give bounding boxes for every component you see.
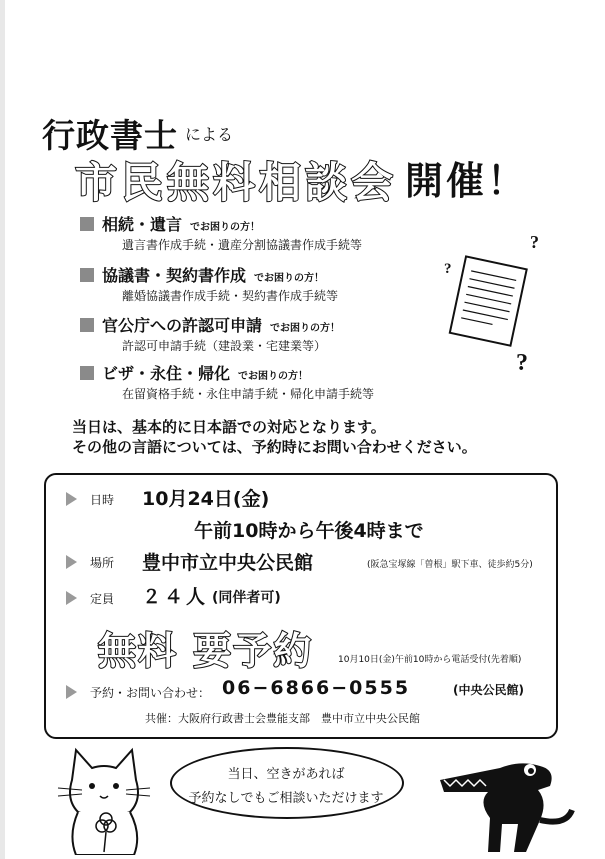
triangle-icon xyxy=(66,684,77,703)
place-label: 場所 xyxy=(90,556,115,570)
notice-line2: その他の言語については、予約時にお問い合わせください。 xyxy=(72,438,477,456)
list-item xyxy=(80,212,260,235)
reservation-note: 10月10日(金)午前10時から電話受付(先着順) xyxy=(338,655,522,665)
square-bullet-icon xyxy=(80,217,94,231)
speech-bubble xyxy=(170,747,404,819)
triangle-icon xyxy=(66,491,77,510)
phone-note: (中央公民館) xyxy=(453,683,524,697)
cat-illustration-icon xyxy=(52,740,157,855)
triangle-icon xyxy=(66,554,77,573)
square-bullet-icon xyxy=(80,318,94,332)
date-value: 10月24日(金) xyxy=(142,488,270,510)
item-detail: 離婚協議書作成手続・契約書作成手続等 xyxy=(122,289,339,303)
bubble-line2: 予約なしでもご相談いただけます xyxy=(188,791,384,806)
square-bullet-icon xyxy=(80,366,94,380)
phone-number: 06−6866−0555 xyxy=(222,677,411,699)
item-suffix: でお困りの方！ xyxy=(190,222,261,233)
title-prefix: 行政書士 xyxy=(42,116,178,155)
cohost-text: 共催：大阪府行政書士会豊能支部 豊中市立中央公民館 xyxy=(145,712,420,725)
place-value: 豊中市立中央公民館 xyxy=(142,552,314,574)
page-edge xyxy=(0,0,5,859)
capacity-label: 定員 xyxy=(90,592,115,606)
svg-text:?: ? xyxy=(444,261,452,277)
capacity-note: (同伴者可) xyxy=(212,590,281,606)
triangle-icon xyxy=(66,590,77,609)
list-item xyxy=(80,263,324,286)
title-suffix: による xyxy=(185,125,234,144)
svg-text:?: ? xyxy=(530,232,539,252)
list-item xyxy=(80,313,340,336)
free-reservation-text: 無料 要予約 xyxy=(98,629,314,673)
time-value: 午前10時から午後4時まで xyxy=(194,520,424,542)
item-suffix: でお困りの方！ xyxy=(270,323,341,334)
svg-text:?: ? xyxy=(516,350,528,376)
item-suffix: でお困りの方！ xyxy=(254,273,325,284)
list-item xyxy=(80,361,308,384)
item-title: 官公庁への許認可申請 xyxy=(102,316,263,335)
document-question-icon xyxy=(428,228,558,378)
item-title: ビザ・永住・帰化 xyxy=(102,364,231,383)
item-detail: 在留資格手続・永住申請手続・帰化申請手続等 xyxy=(122,387,375,401)
bubble-line1: 当日、空きがあれば xyxy=(227,767,345,782)
headline-end: 開催！ xyxy=(405,159,529,203)
notice-line1: 当日は、基本的に日本語での対応となります。 xyxy=(72,418,386,436)
item-suffix: でお困りの方！ xyxy=(238,371,309,382)
headline: 市民無料相談会 xyxy=(75,158,398,207)
date-label: 日時 xyxy=(90,493,115,507)
contact-label: 予約・お問い合わせ： xyxy=(90,686,211,700)
item-title: 協議書・契約書作成 xyxy=(102,266,247,285)
item-detail: 許認可申請手続（建設業・宅建業等） xyxy=(122,339,327,353)
capacity-value: ２４人 xyxy=(142,586,209,608)
place-note: (阪急宝塚線「曽根」駅下車、徒歩約5分) xyxy=(367,560,533,570)
item-title: 相続・遺言 xyxy=(102,215,183,234)
crocodile-illustration-icon xyxy=(430,740,580,855)
square-bullet-icon xyxy=(80,268,94,282)
item-detail: 遺言書作成手続・遺産分割協議書作成手続等 xyxy=(122,238,363,252)
